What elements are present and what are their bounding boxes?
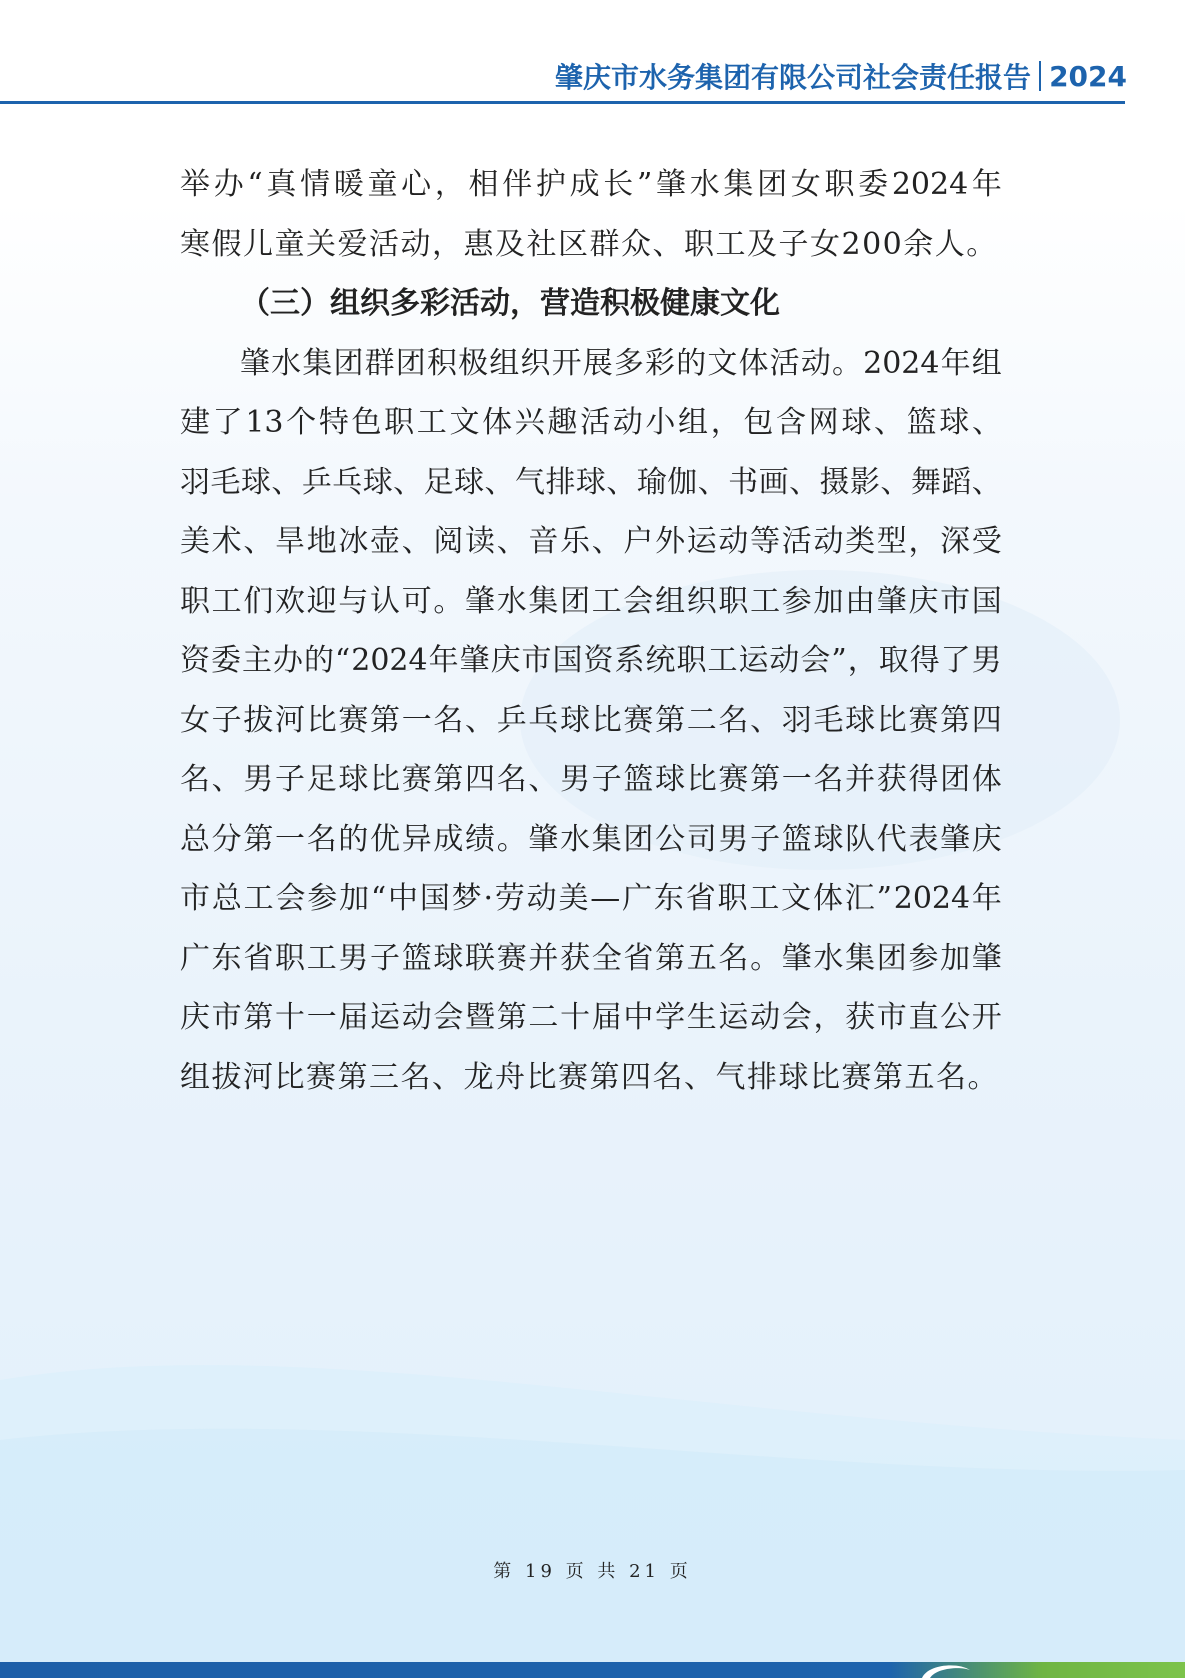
footer-bar xyxy=(0,1662,1185,1678)
paragraph-2-line: 广 东 省 职 工 男 子 篮 球 联 赛 并 获 全 省 第 五 名 。 肇 水 集 团 参 加 肇 xyxy=(180,940,1002,976)
report-header xyxy=(555,56,1127,96)
paragraph-2-line: 美 术 、 旱 地 冰 壶 、 阅 读 、 音 乐 、 户 外 运 动 等 活 动 类 型 ， 深 受 xyxy=(180,524,1002,559)
report-year: 2024 xyxy=(1049,59,1127,93)
paragraph-2-line: 肇 水 集 团 群 团 积 极 组 织 开 展 多 彩 的 文 体 活 动 。 2024 年 组 xyxy=(240,345,1002,381)
document-body xyxy=(180,155,1002,1107)
paragraph-2-line: 羽 毛 球 、 乒 乓 球 、 足 球 、 气 排 球 、 瑜 伽 、 书 画 、 摄 影 、 舞 蹈 、 xyxy=(180,464,1002,500)
paragraph-2-line: 女 子 拔 河 比 赛 第 一 名 、 乒 乓 球 比 赛 第 二 名 、 羽 毛 球 比 赛 第 四 xyxy=(180,702,1002,738)
header-rule xyxy=(0,101,1125,104)
paragraph-2-line: 名 、 男 子 足 球 比 赛 第 四 名 、 男 子 篮 球 比 赛 第 一 名 并 获 得 团 体 xyxy=(180,762,1002,797)
report-title: 肇庆市水务集团有限公司社会责任报告 xyxy=(555,61,1032,94)
paragraph-2-line: 职 工 们 欢 迎 与 认 可 。 肇 水 集 团 工 会 组 织 职 工 参 加 由 肇 庆 市 国 xyxy=(180,583,1002,619)
page-number: 第 19 页 共 21 页 xyxy=(493,1561,692,1582)
section-heading: （三）组织多彩活动，营造积极健康文化 xyxy=(240,286,780,321)
paragraph-1-line: 寒 假 儿 童 关 爱 活 动 ， 惠 及 社 区 群 众 、 职 工 及 子 女 200 余 人 。 xyxy=(180,226,998,262)
paragraph-2-line: 总 分 第 一 名 的 优 异 成 绩 。 肇 水 集 团 公 司 男 子 篮 球 队 代 表 肇 庆 xyxy=(180,821,1002,857)
paragraph-2-line: 建 了 13 个 特 色 职 工 文 体 兴 趣 活 动 小 组 ， 包 含 网 球 、 篮 球 、 xyxy=(180,405,1002,440)
paragraph-1-line: 举 办 “ 真 情 暖 童 心 ， 相 伴 护 成 长 ” 肇 水 集 团 女 职 委 2024 年 xyxy=(180,167,1002,202)
paragraph-2-line: 庆 市 第 十 一 届 运 动 会 暨 第 二 十 届 中 学 生 运 动 会 ， 获 市 直 公 开 xyxy=(180,1000,1002,1035)
paragraph-2-line: 资 委 主 办 的 “ 2024 年 肇 庆 市 国 资 系 统 职 工 运 动 会 ” ， 取 得 了 男 xyxy=(180,643,1002,678)
paragraph-2-line: 市 总 工 会 参 加 “ 中 国 梦 · 劳 动 美 — 广 东 省 职 工 文 体 汇 ” 2024 年 xyxy=(180,881,1002,916)
header-separator xyxy=(1039,61,1041,91)
footer-logo-icon xyxy=(918,1662,974,1678)
paragraph-2-line: 组 拔 河 比 赛 第 三 名 、 龙 舟 比 赛 第 四 名 、 气 排 球 比 赛 第 五 名 。 xyxy=(180,1059,999,1095)
